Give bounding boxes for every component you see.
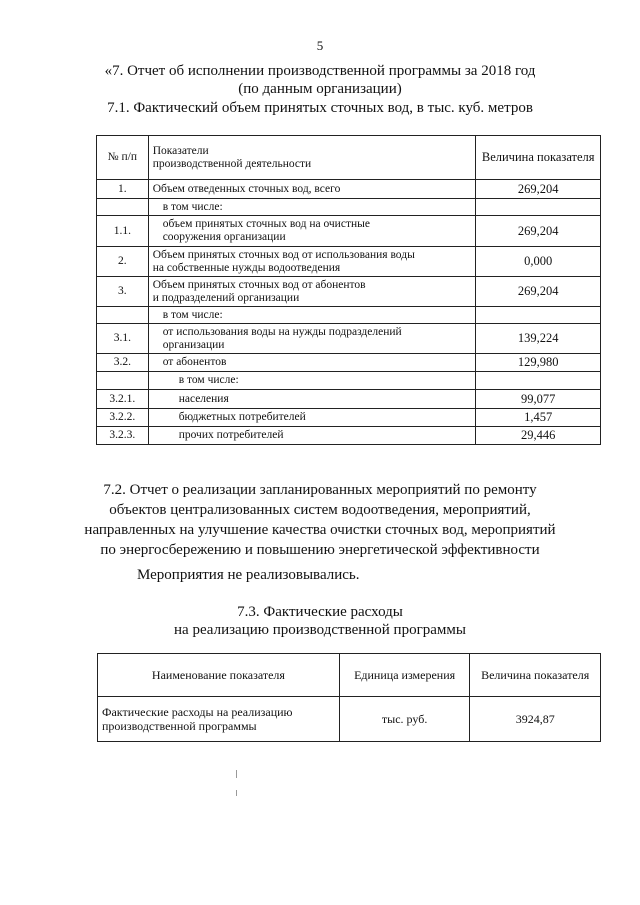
section-7-subtitle: (по данным организации) [238, 81, 402, 97]
row-unit: тыс. руб. [339, 697, 470, 742]
row-num: 3. [97, 277, 149, 307]
table-row [97, 216, 601, 247]
row-num [97, 307, 149, 324]
row-name [148, 324, 476, 354]
table-row [97, 247, 601, 277]
row-name [148, 247, 476, 277]
section-7-2-line1: 7.2. Отчет о реализации запланированных мероприятий по ремонту [103, 482, 537, 498]
row-num: 1.1. [97, 216, 149, 247]
row-name-line2: производственной программы [102, 719, 257, 733]
row-name [148, 216, 476, 247]
table-row [97, 427, 601, 445]
row-name: бюджетных потребителей [148, 409, 476, 427]
row-value: 269,204 [476, 216, 601, 247]
header-indicator-line1: Показатели [152, 144, 209, 157]
row-num: 3.2. [97, 354, 149, 372]
row-value: 269,204 [476, 277, 601, 307]
row-num: 1. [97, 180, 149, 199]
table-row [97, 199, 601, 216]
table-header-row [97, 136, 601, 180]
row-name: населения [148, 390, 476, 409]
header-value: Величина показателя [476, 136, 601, 180]
row-num: 3.1. [97, 324, 149, 354]
row-value [476, 199, 601, 216]
row-name-line2: на собственные нужды водоотведения [152, 261, 341, 274]
row-value: 139,224 [476, 324, 601, 354]
section-7-title: «7. Отчет об исполнении производственной программы за 2018 год [104, 63, 536, 79]
section-7-3-title-line1: 7.3. Фактические расходы [237, 604, 403, 620]
section-7-2-line2: объектов централизованных систем водоотведения, мероприятий, [109, 502, 531, 518]
row-name: в том числе: [148, 307, 476, 324]
row-name-line2: и подразделений организации [152, 291, 300, 304]
row-name [98, 697, 340, 742]
row-value: 1,457 [476, 409, 601, 427]
table-row [97, 324, 601, 354]
row-name-line1: Объем принятых сточных вод от абонентов [152, 278, 366, 291]
section-7-2-line3: направленных на улучшение качества очистки сточных вод, мероприятий [84, 522, 556, 538]
row-value: 0,000 [476, 247, 601, 277]
row-name-line1: объем принятых сточных вод на очистные [162, 218, 370, 230]
row-name-line2: сооружения организации [162, 231, 286, 243]
page-number: 5 [316, 38, 324, 53]
row-name: прочих потребителей [148, 427, 476, 445]
row-num: 3.2.2. [97, 409, 149, 427]
header-unit: Единица измерения [339, 654, 470, 697]
row-value [476, 307, 601, 324]
row-name-line1: Фактические расходы на реализацию [102, 705, 293, 719]
table-row [97, 390, 601, 409]
row-name [148, 277, 476, 307]
row-name-line1: от использования воды на нужды подразделений [162, 325, 402, 338]
header-name: Наименование показателя [98, 654, 340, 697]
table-row [97, 307, 601, 324]
wastewater-volume-table [96, 135, 601, 445]
row-name: Объем отведенных сточных вод, всего [148, 180, 476, 199]
row-value: 3924,87 [470, 697, 601, 742]
section-7-2-line4: по энергосбережению и повышению энергетической эффективности [100, 542, 540, 558]
table-row [97, 180, 601, 199]
row-name: от абонентов [148, 354, 476, 372]
header-value: Величина показателя [470, 654, 601, 697]
section-7-3-title-line2: на реализацию производственной программы [174, 622, 466, 638]
header-indicator [148, 136, 476, 180]
row-name: в том числе: [148, 372, 476, 390]
row-value [476, 372, 601, 390]
row-value: 129,980 [476, 354, 601, 372]
expenses-table [97, 653, 601, 742]
section-7-2-text [0, 480, 640, 560]
header-num: № п/п [97, 136, 149, 180]
table-row [97, 372, 601, 390]
section-7-1-title: 7.1. Фактический объем принятых сточных вод, в тыс. куб. метров [107, 100, 533, 116]
row-num: 3.2.3. [97, 427, 149, 445]
table-row [97, 277, 601, 307]
table-row [97, 354, 601, 372]
row-value: 269,204 [476, 180, 601, 199]
table-row [97, 409, 601, 427]
scan-mark [236, 790, 237, 796]
table-row [98, 697, 601, 742]
row-value: 99,077 [476, 390, 601, 409]
scan-mark [236, 770, 237, 778]
row-num: 2. [97, 247, 149, 277]
row-value: 29,446 [476, 427, 601, 445]
row-name-line2: организации [162, 338, 225, 351]
header-indicator-line2: производственной деятельности [152, 157, 312, 170]
section-7-2-note: Мероприятия не реализовывались. [137, 567, 360, 583]
row-num [97, 372, 149, 390]
row-name-line1: Объем принятых сточных вод от использования воды [152, 248, 415, 261]
row-num [97, 199, 149, 216]
row-num: 3.2.1. [97, 390, 149, 409]
table-header-row [98, 654, 601, 697]
row-name: в том числе: [148, 199, 476, 216]
